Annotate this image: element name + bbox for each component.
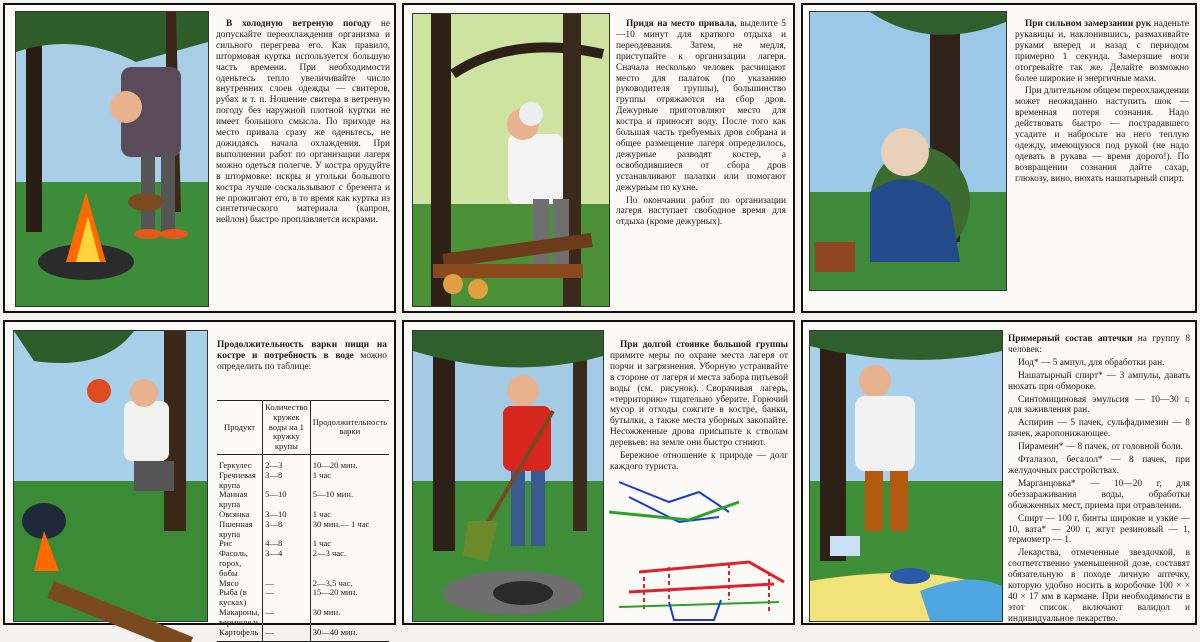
table-row bbox=[217, 549, 389, 578]
table-row bbox=[217, 588, 389, 608]
cell-water: 3—4 bbox=[263, 549, 311, 578]
cell-time: 2—3 час. bbox=[310, 549, 389, 578]
panel-first-aid-kit bbox=[801, 320, 1197, 625]
lead-phrase: Продолжительность варки пищи на костре и потребность в воде bbox=[217, 340, 387, 361]
cell-time: 30 мин. bbox=[310, 608, 389, 628]
kit-item: Иод* — 5 ампул, для обработки ран. bbox=[1018, 357, 1165, 368]
kit-item: Нашатырный спирт* — 3 ампулы, давать нюхать при обмороке. bbox=[1008, 370, 1190, 392]
illustration-man-chopping-wood bbox=[412, 13, 610, 307]
cell-time: 30 мин.— 1 час bbox=[310, 520, 389, 540]
illustration-man-sweeping bbox=[412, 330, 604, 622]
panel-cold-weather bbox=[3, 3, 396, 313]
cell-water: — bbox=[263, 579, 311, 589]
lead-phrase: При сильном замерзании рук bbox=[1025, 19, 1152, 29]
cell-water: 4—8 bbox=[263, 539, 311, 549]
lead-phrase: В холодную ветреную погоду bbox=[226, 19, 371, 29]
table-header-product: Продукт bbox=[217, 401, 263, 455]
cell-time: 15—20 мин. bbox=[310, 588, 389, 608]
cell-water: 3—8 bbox=[263, 520, 311, 540]
body-text: примите меры по охране места лагеря от порчи и загрязнения. Уборную устраивайте в стороне от лагеря и места забора питьевой воды (см. рисунок). Сворачивая лагерь, «территорию» тщательно уберите. Горючий мусор и отходы сожгите в костре, банки, бутылки, а также места уборных закопайте. Несожженные дрова присыпьте к стволам деревьев: на земле они быстро сгниют. bbox=[610, 350, 788, 449]
cell-product: Мясо bbox=[217, 579, 263, 589]
cell-product: Рис bbox=[217, 539, 263, 549]
kit-item: Марганцовка* — 10—20 г, для обеззараживания воды, обработки обожженных мест, приема при отравлении. bbox=[1008, 478, 1190, 511]
cell-time: 2—3,5 час. bbox=[310, 579, 389, 589]
panel-frozen-hands bbox=[801, 3, 1197, 313]
panel-text bbox=[616, 19, 786, 230]
cell-product: Гречневая крупа bbox=[217, 471, 263, 491]
cell-water: 3—8 bbox=[263, 471, 311, 491]
cell-product: Фасоль, горох, бобы bbox=[217, 549, 263, 578]
table-row bbox=[217, 628, 389, 642]
table-row bbox=[217, 490, 389, 510]
cell-water: — bbox=[263, 608, 311, 628]
table-row bbox=[217, 608, 389, 628]
kit-item: Синтомициновая эмульсия — 10—30 г, для заживления ран. bbox=[1008, 394, 1190, 416]
cell-product: Манная крупа bbox=[217, 490, 263, 510]
lead-phrase: Придя на место привала, bbox=[626, 19, 737, 29]
illustration-man-with-first-aid bbox=[809, 330, 1003, 622]
illustration-man-cooking bbox=[13, 330, 208, 622]
table-header-time: Продолжительность варки bbox=[310, 401, 389, 455]
panel-text bbox=[1015, 19, 1189, 187]
panel-camp-arrival bbox=[402, 3, 795, 313]
cell-time: 1 час bbox=[310, 539, 389, 549]
panel-text bbox=[1008, 334, 1190, 627]
cell-water: — bbox=[263, 588, 311, 608]
kit-item: Аспирин — 5 пачек, сульфадимезин — 8 пачек, жаропонижающее. bbox=[1008, 418, 1190, 440]
kit-item: Спирт — 100 г, бинты широкие и узкие — 10, вата* — 200 г, жгут резиновый — 1, термометр — 1. bbox=[1008, 513, 1190, 546]
body-text-2: При длительном общем переохлаждении может неожиданно наступить шок — временная потеря сознания. Надо действовать быстро — пострадавшего усадите и набросьте на него теплую одежду, имеющуюся под рукой (не надо одевать в рукава — время дорого!). По возвращении сознания дайте сахар, глюкозу, вино, нюхать нашатырный спирт. bbox=[1015, 86, 1189, 184]
cell-water: 3—10 bbox=[263, 510, 311, 520]
body-text-2: По окончании работ по организации лагеря наступает свободное время для отдыха (кроме дежурных). bbox=[616, 195, 786, 228]
cooking-table bbox=[217, 400, 389, 642]
cell-product: Рыба (в кусках) bbox=[217, 588, 263, 608]
table-row bbox=[217, 471, 389, 491]
illustration-cold-person-sitting bbox=[809, 11, 1007, 291]
body-text: наденьте рукавицы и, наклонившись, размахивайте руками вперед и назад с периодом примерно 1 секунда. Замерзшие ноги отогревайте так же. Делайте возможно более широкие и энергичные махи. bbox=[1015, 19, 1189, 84]
body-text-2: Бережное отношение к природе — долг каждого туриста. bbox=[610, 451, 788, 472]
cell-time: 5—10 мин. bbox=[310, 490, 389, 510]
kit-item: Лекарства, отмеченные звездочкой, в соответственно уменьшенной дозе, составят обязательную в походе личную аптечку, которую удобно носить в коробочке 100 × × 40 × 17 мм в кармане. При необходимости в этот список включают валидол и индивидуальное лекарство. bbox=[1008, 548, 1190, 624]
table-row bbox=[217, 520, 389, 540]
body-text: на группу 8 человек: bbox=[1008, 334, 1191, 355]
cell-product: Макароны, вермишель bbox=[217, 608, 263, 628]
illustration-man-by-campfire bbox=[15, 11, 209, 307]
cell-water: 2—3 bbox=[263, 454, 311, 470]
panel-text bbox=[217, 340, 387, 375]
cell-product: Геркулес bbox=[217, 454, 263, 470]
cell-time: 1 час bbox=[310, 471, 389, 491]
lead-phrase: Примерный состав аптечки bbox=[1008, 334, 1133, 344]
cell-time: 30—40 мин. bbox=[310, 628, 389, 642]
body-text: выделите 5—10 минут для краткого отдыха и переодевания. Затем, не медля, приступайте к организации лагеря. Сначала несколько человек расчищают место для палаток (по указанию руководителя группы), большинство группы отряжаются на сбор дров. Дежурные приготовляют место для костра и приносят воду. После того как большая часть требуемых дров собрана и общее размещение лагеря определилось, дежурные разводят костер, а освободившиеся от сбора дров устанавливают палатки или помогают дежурным по кухне. bbox=[616, 19, 786, 193]
kit-item: Фталазол, бесалол* — 8 пачек, при желудочных расстройствах. bbox=[1008, 455, 1190, 476]
panel-cooking-table bbox=[3, 320, 396, 637]
cell-time: 10—20 мин. bbox=[310, 454, 389, 470]
kit-item: Пирамеин* — 8 пачек, от головной боли. bbox=[1018, 442, 1183, 453]
table-row bbox=[217, 454, 389, 470]
panel-camp-cleanup bbox=[402, 320, 795, 625]
panel-text bbox=[216, 19, 390, 228]
cell-product: Пшенная крупа bbox=[217, 520, 263, 540]
cell-time: 1 час bbox=[310, 510, 389, 520]
cell-product: Овсянка bbox=[217, 510, 263, 520]
lead-phrase: При долгой стоянке большой группы bbox=[620, 340, 788, 350]
latrine-diagram bbox=[609, 472, 789, 622]
body-text: не допускайте переохлаждения организма и сильного перегрева его. Как правило, штормовая куртка используется большую часть времени. При необходимости оденьтесь тепло увеличивайте число внутренних слоев одежды — свитеров, рубах и т. п. Ношение свитера в ветреную погоду без наружной плотной куртки не имеет большого смысла. По приходе на место привала сразу же оденьтесь, не дожидаясь начала охлаждения. При выполнении работ по организации лагеря можно одеться полегче. У костра орудуйте в штормовке: искры и угольки большого костра лучше соскальзывают с брезента и не прожигают его, в то время как куртка из синтетического материала (капрон, нейлон) быстро проплавляется искрами. bbox=[216, 19, 390, 226]
body-text: можно определить по таблице: bbox=[217, 350, 387, 372]
table-header-water: Количество кружек воды на 1 кружку крупы bbox=[263, 401, 311, 455]
cell-water: 5—10 bbox=[263, 490, 311, 510]
panel-text bbox=[610, 340, 788, 475]
cell-water: — bbox=[263, 628, 311, 642]
cell-product: Картофель bbox=[217, 628, 263, 642]
